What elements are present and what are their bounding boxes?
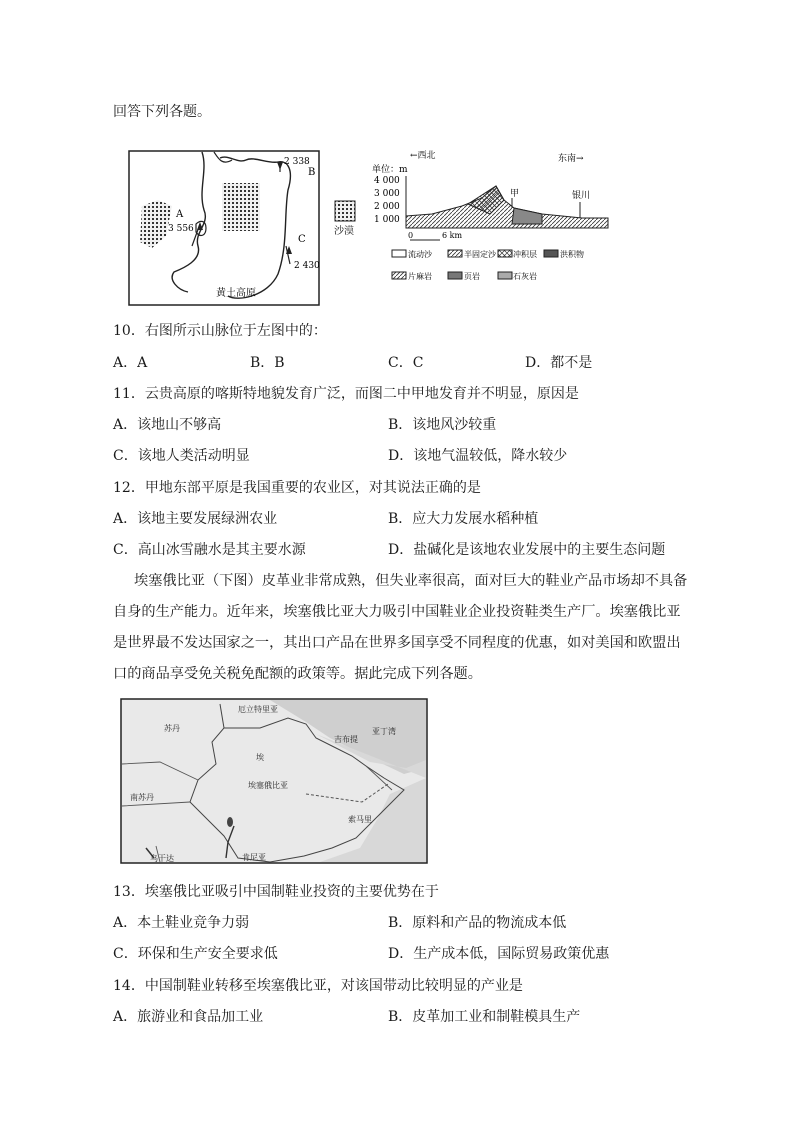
label-ethiopia: 埃塞俄比亚 (248, 781, 288, 790)
label-south-sudan: 南苏丹 (130, 793, 154, 802)
ytick-3000: 3 000 (374, 189, 400, 199)
q12-option-d[interactable]: D．盐碱化是该地农业发展中的主要生态问题 (388, 542, 666, 558)
profile-unit: 单位：m (372, 165, 408, 175)
passage-line-4: 口的商品享受免关税免配额的政策等。据此完成下列各题。 (113, 666, 482, 682)
q13-option-b[interactable]: B．原料和产品的物流成本低 (388, 915, 567, 931)
q12-option-a[interactable]: A．该地主要发展绿洲农业 (113, 511, 278, 527)
label-sudan: 苏丹 (164, 724, 180, 733)
legend-item-6: 页岩 (464, 272, 480, 281)
q12-option-b[interactable]: B．应大力发展水稻种植 (388, 511, 539, 527)
q11-stem: 11．云贵高原的喀斯特地貌发育广泛，而图二中甲地发育并不明显，原因是 (113, 386, 579, 402)
label-aden: 亚丁湾 (372, 727, 396, 736)
label-a-value: 3 556 (168, 224, 194, 234)
q13-option-a[interactable]: A．本土鞋业竞争力弱 (113, 915, 250, 931)
label-b: B (308, 167, 316, 178)
q11-option-c[interactable]: C．该地人类活动明显 (113, 448, 250, 464)
label-a: A (176, 209, 184, 220)
q12-option-c[interactable]: C．高山冰雪融水是其主要水源 (113, 542, 306, 558)
legend-item-1: 流动沙 (408, 250, 432, 259)
q13-option-c[interactable]: C．环保和生产安全要求低 (113, 946, 278, 962)
intro-text: 回答下列各题。 (113, 104, 211, 120)
label-kenya: 肯尼亚 (242, 853, 266, 862)
passage-line-3: 是世界最不发达国家之一，其出口产品在世界多国享受不同程度的优惠，如对美国和欧盟出 (113, 635, 681, 651)
profile-label-jia: 甲 (510, 189, 520, 199)
figure1-profile (372, 148, 612, 288)
passage-line-1: 埃塞俄比亚（下图）皮革业非常成熟，但失业率很高，面对巨大的鞋业产品市场却不具备 (134, 573, 688, 589)
q10-option-c[interactable]: C．C (388, 355, 424, 371)
legend-item-3: 冲积层 (513, 250, 537, 259)
desert-legend-label: 沙漠 (334, 226, 354, 237)
q10-option-d[interactable]: D．都不是 (525, 355, 593, 371)
label-plateau: 黄土高原 (216, 288, 256, 299)
desert-legend (334, 200, 360, 238)
q10-option-a[interactable]: A．A (113, 355, 148, 371)
label-uganda: 乌干达 (150, 854, 174, 863)
profile-dir-right: 东南→ (558, 154, 584, 164)
ytick-1000: 1 000 (374, 215, 400, 225)
desert-legend-swatch (334, 200, 356, 222)
legend-item-4: 洪积物 (560, 250, 584, 259)
q11-option-a[interactable]: A．该地山不够高 (113, 417, 222, 433)
q14-option-a[interactable]: A．旅游业和食品加工业 (113, 1009, 264, 1025)
q10-option-b[interactable]: B．B (250, 355, 285, 371)
profile-dir-left: ←西北 (410, 151, 436, 161)
label-djibouti: 吉布提 (334, 735, 358, 744)
label-c: C (298, 234, 306, 245)
desert-area-1 (222, 183, 260, 231)
label-c-value: 2 430 (294, 261, 320, 271)
q13-option-d[interactable]: D．生产成本低，国际贸易政策优惠 (388, 946, 610, 962)
label-ethiopia-short: 埃 (256, 753, 264, 762)
ytick-2000: 2 000 (374, 202, 400, 212)
label-somalia: 索马里 (348, 815, 372, 824)
ytick-4000: 4 000 (374, 176, 400, 186)
q11-option-b[interactable]: B．该地风沙较重 (388, 417, 497, 433)
legend-item-2: 半固定沙 (464, 250, 496, 259)
legend-item-5: 片麻岩 (408, 272, 432, 281)
scale-six-km: 6 km (442, 231, 463, 240)
q10-stem: 10．右图所示山脉位于左图中的： (113, 323, 327, 339)
q14-stem: 14．中国制鞋业转移至埃塞俄比亚，对该国带动比较明显的产业是 (113, 978, 523, 994)
q11-option-d[interactable]: D．该地气温较低，降水较少 (388, 448, 568, 464)
legend-item-7: 石灰岩 (513, 272, 537, 281)
figure2-ethiopia-map (120, 698, 428, 864)
passage-line-2: 自身的生产能力。近年来，埃塞俄比亚大力吸引中国鞋业企业投资鞋类生产厂。埃塞俄比亚 (113, 604, 681, 620)
q14-option-b[interactable]: B．皮革加工业和制鞋模具生产 (388, 1009, 581, 1025)
label-b-value: 2 338 (284, 157, 310, 167)
q13-stem: 13．埃塞俄比亚吸引中国制鞋业投资的主要优势在于 (113, 884, 439, 900)
scale-zero: 0 (408, 231, 414, 240)
profile-label-yinchuan: 银川 (572, 191, 591, 201)
q12-stem: 12．甲地东部平原是我国重要的农业区，对其说法正确的是 (113, 480, 481, 496)
label-eritrea: 厄立特里亚 (238, 705, 278, 714)
figure1-left-map (128, 150, 320, 306)
